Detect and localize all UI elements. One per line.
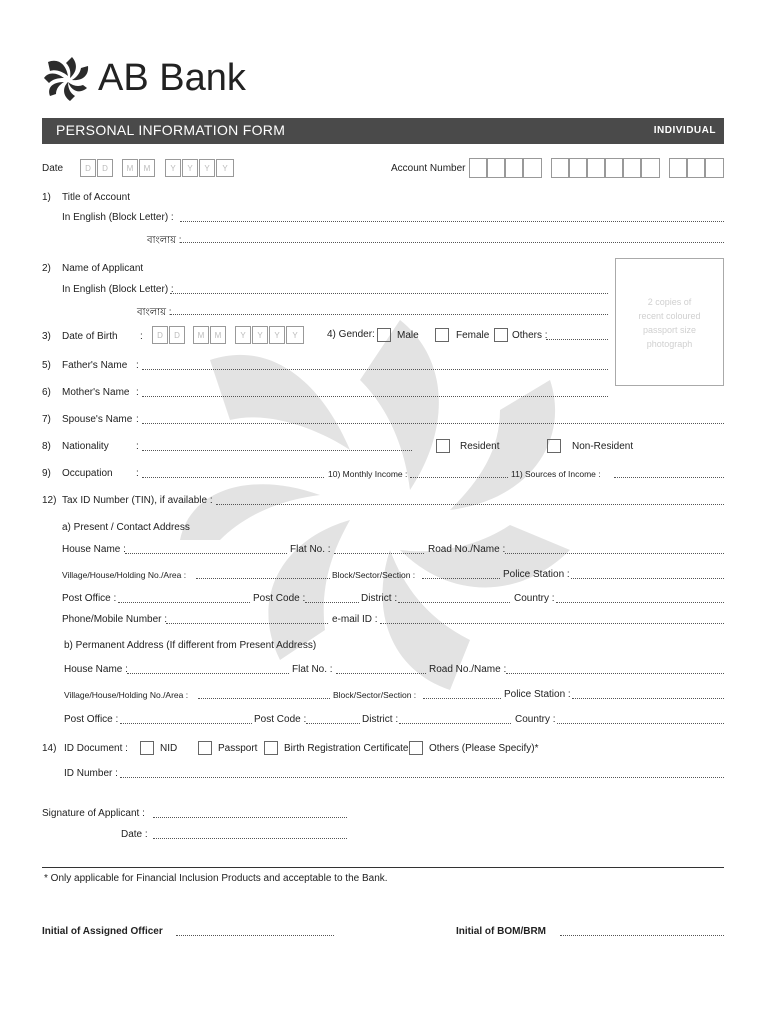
photo-note-line: recent coloured: [638, 311, 701, 321]
id-others-label: Others (Please Specify)*: [429, 743, 539, 754]
q2-number: 2): [42, 263, 51, 274]
q3-number: 3): [42, 331, 51, 342]
title-bangla-field[interactable]: [180, 242, 724, 243]
permanent-house-field[interactable]: [127, 673, 289, 674]
date-cell[interactable]: Y: [165, 159, 181, 177]
ab-bank-logo-icon: [42, 56, 92, 102]
account-cell[interactable]: [623, 158, 641, 178]
present-house-label: House Name :: [62, 544, 126, 555]
present-post-code-label: Post Code :: [253, 593, 306, 604]
present-district-label: District :: [361, 593, 398, 604]
permanent-post-code-label: Post Code :: [254, 714, 307, 725]
date-cell[interactable]: M: [122, 159, 138, 177]
id-nid-checkbox[interactable]: [140, 741, 154, 755]
present-police-field[interactable]: [571, 578, 724, 579]
permanent-house-label: House Name :: [64, 664, 128, 675]
present-road-label: Road No./Name :: [428, 544, 506, 555]
permanent-country-field[interactable]: [557, 723, 724, 724]
permanent-block-label: Block/Sector/Section :: [333, 690, 417, 700]
present-village-field[interactable]: [196, 578, 330, 579]
account-number-label: Account Number: [391, 163, 466, 174]
permanent-district-label: District :: [362, 714, 399, 725]
title-of-account-label: Title of Account: [62, 192, 130, 203]
title-bangla-label: বাংলায় :: [147, 235, 182, 246]
present-village-label: Village/House/Holding No./Area :: [62, 570, 187, 580]
name-bangla-label: বাংলায় :: [137, 307, 172, 318]
bom-brm-field[interactable]: [560, 935, 724, 936]
present-post-code-field[interactable]: [305, 602, 359, 603]
nationality-field[interactable]: [142, 450, 412, 451]
fathers-name-field[interactable]: [142, 369, 608, 370]
signature-field[interactable]: [153, 817, 347, 818]
divider: [42, 867, 724, 868]
id-birth-cert-label: Birth Registration Certificate: [284, 743, 409, 754]
gender-others-checkbox[interactable]: [494, 328, 508, 342]
permanent-post-code-field[interactable]: [306, 723, 360, 724]
id-document-label: ID Document :: [64, 743, 128, 754]
dob-cell[interactable]: M: [210, 326, 226, 344]
sources-of-income-field[interactable]: [614, 477, 724, 478]
gender-female-label: Female: [456, 330, 490, 341]
tin-label: Tax ID Number (TIN), if available :: [62, 495, 213, 506]
monthly-income-label: 10) Monthly Income :: [328, 469, 408, 479]
present-district-field[interactable]: [398, 602, 510, 603]
signature-date-label: Date :: [121, 829, 148, 840]
account-cell[interactable]: [605, 158, 623, 178]
account-cell[interactable]: [551, 158, 569, 178]
fathers-name-sep: :: [136, 360, 139, 371]
bank-name: AB Bank: [98, 57, 246, 99]
date-cell[interactable]: Y: [199, 159, 215, 177]
permanent-district-field[interactable]: [399, 723, 511, 724]
present-email-label: e-mail ID :: [332, 614, 378, 625]
gender-male-checkbox[interactable]: [377, 328, 391, 342]
tin-field[interactable]: [216, 504, 724, 505]
account-cell[interactable]: [641, 158, 660, 178]
q9-number: 9): [42, 468, 51, 479]
permanent-post-office-label: Post Office :: [64, 714, 119, 725]
present-police-label: Police Station :: [503, 569, 570, 580]
non-resident-label: Non-Resident: [572, 441, 634, 452]
q12-number: 12): [42, 495, 57, 506]
resident-label: Resident: [460, 441, 500, 452]
q6-number: 6): [42, 387, 51, 398]
id-number-label: ID Number :: [64, 768, 118, 779]
occupation-label: Occupation: [62, 468, 113, 479]
occupation-field[interactable]: [142, 477, 324, 478]
account-cell[interactable]: [669, 158, 687, 178]
present-flat-field[interactable]: [334, 553, 424, 554]
date-of-birth-label: Date of Birth: [62, 331, 118, 342]
dob-cell[interactable]: Y: [252, 326, 268, 344]
permanent-village-field[interactable]: [198, 698, 330, 699]
q7-number: 7): [42, 414, 51, 425]
q5-number: 5): [42, 360, 51, 371]
bom-brm-label: Initial of BOM/BRM: [456, 926, 546, 937]
nationality-sep: :: [136, 441, 139, 452]
present-country-label: Country :: [514, 593, 555, 604]
gender-female-checkbox[interactable]: [435, 328, 449, 342]
id-number-field[interactable]: [120, 777, 724, 778]
mothers-name-field[interactable]: [142, 396, 608, 397]
title-english-field[interactable]: [180, 221, 724, 222]
present-house-field[interactable]: [125, 553, 287, 554]
title-english-label: In English (Block Letter) :: [62, 212, 174, 223]
account-cell[interactable]: [687, 158, 705, 178]
date-cell[interactable]: M: [139, 159, 155, 177]
permanent-address-heading: b) Permanent Address (If different from Present Address): [64, 640, 317, 651]
id-nid-label: NID: [160, 743, 178, 754]
present-phone-field[interactable]: [166, 623, 328, 624]
id-passport-label: Passport: [218, 743, 258, 754]
permanent-country-label: Country :: [515, 714, 556, 725]
account-cell[interactable]: [505, 158, 523, 178]
dob-cell[interactable]: Y: [286, 326, 304, 344]
q8-number: 8): [42, 441, 51, 452]
photo-note-line: passport size: [642, 325, 697, 335]
present-post-office-field[interactable]: [118, 602, 250, 603]
date-cell[interactable]: Y: [182, 159, 198, 177]
gender-male-label: Male: [397, 330, 419, 341]
permanent-police-label: Police Station :: [504, 689, 571, 700]
present-email-field[interactable]: [380, 623, 724, 624]
footnote: * Only applicable for Financial Inclusion Products and acceptable to the Bank.: [44, 873, 388, 884]
permanent-police-field[interactable]: [572, 698, 724, 699]
dob-cell[interactable]: M: [193, 326, 209, 344]
resident-checkbox[interactable]: [436, 439, 450, 453]
present-address-heading: a) Present / Contact Address: [62, 522, 190, 533]
present-country-field[interactable]: [556, 602, 724, 603]
dob-cell[interactable]: D: [169, 326, 185, 344]
name-english-field[interactable]: [170, 293, 608, 294]
id-passport-checkbox[interactable]: [198, 741, 212, 755]
mothers-name-label: Mother's Name: [62, 387, 130, 398]
occupation-sep: :: [136, 468, 139, 479]
photo-note-line: 2 copies of: [647, 297, 692, 307]
account-cell[interactable]: [569, 158, 587, 178]
photo-placeholder[interactable]: [615, 258, 724, 386]
name-english-label: In English (Block Letter) :: [62, 284, 174, 295]
form-title: PERSONAL INFORMATION FORM: [56, 122, 286, 138]
assigned-officer-field[interactable]: [176, 935, 334, 936]
id-birth-cert-checkbox[interactable]: [264, 741, 278, 755]
q1-number: 1): [42, 192, 51, 203]
permanent-post-office-field[interactable]: [120, 723, 252, 724]
account-cell[interactable]: [487, 158, 505, 178]
photo-note-line: photograph: [646, 339, 693, 349]
dob-separator: :: [140, 331, 143, 342]
date-cell[interactable]: D: [97, 159, 113, 177]
fathers-name-label: Father's Name: [62, 360, 128, 371]
form-type-badge: INDIVIDUAL: [653, 125, 716, 136]
date-cell[interactable]: D: [80, 159, 96, 177]
permanent-road-field[interactable]: [506, 673, 724, 674]
sources-of-income-label: 11) Sources of Income :: [511, 469, 601, 479]
spouses-name-label: Spouse's Name: [62, 414, 133, 425]
account-cell[interactable]: [469, 158, 487, 178]
non-resident-checkbox[interactable]: [547, 439, 561, 453]
id-others-checkbox[interactable]: [409, 741, 423, 755]
permanent-village-label: Village/House/Holding No./Area :: [64, 690, 189, 700]
date-cell[interactable]: Y: [216, 159, 234, 177]
gender-others-label: Others :: [512, 330, 548, 341]
gender-others-field[interactable]: [546, 339, 608, 340]
permanent-road-label: Road No./Name :: [429, 664, 507, 675]
present-block-label: Block/Sector/Section :: [332, 570, 416, 580]
account-cell[interactable]: [523, 158, 542, 178]
present-post-office-label: Post Office :: [62, 593, 117, 604]
permanent-block-field[interactable]: [423, 698, 501, 699]
q14-number: 14): [42, 743, 57, 754]
mothers-name-sep: :: [136, 387, 139, 398]
account-cell[interactable]: [587, 158, 605, 178]
assigned-officer-label: Initial of Assigned Officer: [42, 926, 163, 937]
spouses-name-field[interactable]: [142, 423, 724, 424]
gender-label: 4) Gender:: [327, 329, 375, 340]
name-of-applicant-label: Name of Applicant: [62, 263, 144, 274]
present-flat-label: Flat No. :: [290, 544, 331, 555]
date-label: Date: [42, 163, 64, 174]
dob-cell[interactable]: Y: [269, 326, 285, 344]
dob-cell[interactable]: D: [152, 326, 168, 344]
present-road-field[interactable]: [505, 553, 724, 554]
present-phone-label: Phone/Mobile Number :: [62, 614, 168, 625]
permanent-flat-label: Flat No. :: [292, 664, 333, 675]
account-cell[interactable]: [705, 158, 724, 178]
spouses-name-sep: :: [136, 414, 139, 425]
nationality-label: Nationality: [62, 441, 109, 452]
signature-date-field[interactable]: [153, 838, 347, 839]
permanent-flat-field[interactable]: [336, 673, 426, 674]
name-bangla-field[interactable]: [170, 314, 608, 315]
form-header-bar: [42, 118, 724, 144]
monthly-income-field[interactable]: [410, 477, 508, 478]
signature-label: Signature of Applicant :: [42, 808, 145, 819]
present-block-field[interactable]: [422, 578, 500, 579]
dob-cell[interactable]: Y: [235, 326, 251, 344]
